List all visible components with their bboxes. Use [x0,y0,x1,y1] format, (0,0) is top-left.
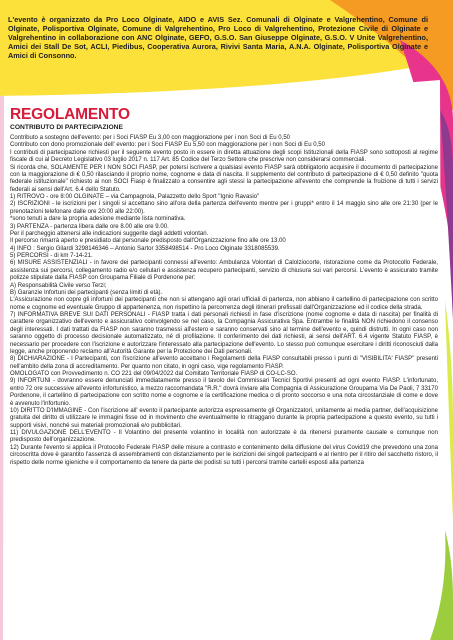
paragraph: 5) PERCORSI - di km 7-14-21. [10,253,93,259]
organizers-text: L'evento è organizzato da Pro Loco Olginate, AIDO e AVIS Sez. Comunali di Olginate e Valgrehentino, Comune di Olginate, Polisportiva Olginate, Comune di Valgrehentino, Pro Loco di Valgrehentino, Protezione Civile di Olginate e Valgrehentino in collaborazione con ANC Olginate, GEFO, G.S.O. San Giuseppe Olginate, G.S.O. V Unite Valgrehentino, Amici dei Stall De Sot, ACLI, Piedibus, Cooperativa Aurora, Rivivi Santa Maria, A.N.A. Olginate, Polisportiva Olginate e Amici di Consonno. [8,15,428,60]
section-subtitle: CONTRIBUTO DI PARTECIPAZIONE [10,124,123,131]
paragraph: 1) RITROVO - ore 8:00 OLGINATE – via Campagnola, Palazzetto dello Sport "Ignio Ravasio" [10,194,260,200]
paragraph: Il percorso rimarrà aperto e presidiato dal personale predisposto dall'Organizzazione fino alle ore 13.00 [10,238,286,245]
paragraph: 4) INFO : Sergio Gilardi 3298146346 – Antonio Sartor 3358498514 - Pro Loco Olginate 3318085539. [10,245,280,252]
paragraph: I contributi di partecipazione richiesti per il seguente evento posto in essere in diretta attuazione degli scopi Istituzionali della FIASP sono sottoposti al regime fiscale di cui al Decreto Legislativo 03 luglio 2017 n. 117 Art. 85 Codice del Terzo Settore che prescrive non considerarsi commerciali. [10,149,438,164]
regulation-body [10,135,438,467]
paragraph: *sono tenuti a dare la propria adesione mediante lista nominativa. [10,216,186,223]
paragraph: 8) DICHIARAZIONE - I Partecipanti, con l'iscrizione all'evento accettano i Regolamenti della FIASP consultabili presso i punti di "VISIBILITA' FIASP" presenti nell'ambito della zona di accreditamento. Per quanto non citato, in ogni caso, vige regolamento FIASP. [10,356,438,370]
paragraph: Contributo a sostegno dell'evento: per i Soci FIASP Eu 3,00 con maggiorazione per i non Soci di Eu 0,50 [10,135,291,141]
paragraph: 7) INFORMATIVA BREVE SUI DATI PERSONALI - FIASP tratta i dati personali richiesti in fase d'iscrizione (nome cognome e data di nascita) per finalità di carattere organizzativo dell'evento e assicurativo coinvolgendo se nel caso, la Compagnia Assicurativa Spa. Entrambe le finalità NON richiedono il consenso degli interessati. I dati trattati da FIASP non saranno trasmessi all'estero e saranno conservati sino al termine dell'evento e, quindi distrutti. In ogni caso non saranno oggetto di processo decisionale automatizzato, né di profilazione. Il conferimento dei dati richiesti, ai sensi dell'ART. 6.4 vigente Statuto FIASP, è necessario per procedere con l'iscrizione e autorizzare l'interessato alla partecipazione dell'evento. Lo stesso può comunque esercitare i diritti riconosciuti dalla legge, anche proponendo reclamo all'Autorità Garante per la Protezione dei Dati personali. [10,312,438,355]
paragraph: A) Responsabilità Civile verso Terzi; [10,282,107,289]
organizers-intro [8,16,428,61]
paragraph: OMOLOGATO con Provvedimento n. CO 221 del 09/04/2022 dal Comitato Territoriale FIASP di CO-LC-SO. [10,371,298,377]
paragraph: 2) ISCRIZIONI - le iscrizioni per i singoli si accettano sino all'ora della partenza dell'evento mentre per i gruppi* entro il 14 maggio sino alle ore 21:30 (per le prenotazioni telefonare dalle ore 20:00 alle 22:00). [10,201,438,215]
paragraph: 12) Durante l'evento si applica il Protocollo Federale FIASP delle misure a contrasto e contenimento della diffusione del virus Covid19 che prevedono una zona circoscritta dove è garantito l'assenza di assembramenti con distanziamento per le iscrizioni dei singoli partecipanti e al rientro per il ritiro del sacchetto ristoro, il rispetto delle norme igieniche e il comportamento da tenere da parte dei podisti su tutti i percorsi tramite cartelli esposti alla partenza [10,444,438,466]
paragraph: L'Assicurazione non copre gli infortuni dei partecipanti che non si attengano agli orari ufficiali di partenza, non abbiano il cartellino di partecipazione con scritto nome e cognome ed eventuale Gruppo di appartenenza, non rispettino la percorrenza degli itinerari prefissati dall'Organizzazione ed il codice della strada. [10,297,438,311]
paragraph: Contributo con dono promozionale dell' evento: per i Soci FIASP Eu 5,50 con maggiorazione per i non Soci di Eu 0,50 [10,142,326,149]
paragraph: 6) MISURE ASSISTENZIALI - in favore dei partecipanti connessi all'evento: Ambulanza Volontari di Calolziocorte, ristorazione come da Protocollo Federale, assistenza sui percorsi, collegamento radio e/o cellulari e assistenza recupero partecipanti, servizio di chiusura sui vari percorsi. L'evento è assicurato tramite polizze stipulate dalla FIASP con Groupama Filiale di Pordenone per: [10,260,438,282]
paragraph: B) Garanzie Infortuni dei partecipanti (senza limiti di età). [10,289,163,296]
paragraph: 3) PARTENZA - partenza libera dalle ore 8.00 alle ore 9.00. [10,223,169,230]
page-title: REGOLAMENTO [10,106,130,123]
paragraph: Si ricorda che, SOLAMENTE PER I NON SOCI FIASP, per potersi iscrivere a qualsiasi evento FIASP sarà obbligatorio acquisire il documento di partecipazione con la maggiorazione di € 0,50 rilasciando il proprio nome, cognome e data di nascita. Il supplemento del contributo di partecipazione di € 0,50 definito "quota federale istituzionale" richiesto ai non SOCI Fiasp è finalizzato a consentire agli stessi la partecipazione all'evento che comprende la fruizione di tutti i servizi federali ai sensi dell'Art. 6.4 dello Statuto. [10,164,438,193]
paragraph: 10) DIRITTO D'IMMAGINE - Con l'iscrizione all' evento il partecipante autorizza espressamente gli Organizzatori, unitamente ai media partner, dell'acquisizione gratuita del diritto di utilizzare le immagini fisse od in movimento che eventualmente lo ritraggano durante la propria partecipazione a questo evento, su tutti i supporti visivi, nonché sui materiali promozionali e/o pubblicitari. [10,407,438,429]
paragraph: 9) INFORTUNI - dovranno essere denunciati immediatamente presso il tavolo dei Commissari Tecnici Sportivi presenti ad ogni evento FIASP. L'infortunato, entro 72 ore successive all'evento infortunistico, a mezzo raccomandata "R.R." dovrà inviare alla Compagnia di Assicurazione Groupama Via De Paoli, 7 33170 Pordenone, il cartellino di partecipazione con scritto nome e cognome e la certificazione medica o di pronto soccorso e una nota circostanziale di come e dove è avvenuto l'infortunio. [10,378,438,407]
paragraph: Per il parcheggio attenersi alle indicazioni suggerite dagli addetti volontari. [10,230,209,237]
regulation-section [10,106,438,467]
paragraph: 11) DIVULGAZIONE DELL'EVENTO - Il Volantino del presente volantino in località non autorizzate è da ritenersi puramente causale e comunque non predisposto dell'organizzazione. [10,430,438,444]
